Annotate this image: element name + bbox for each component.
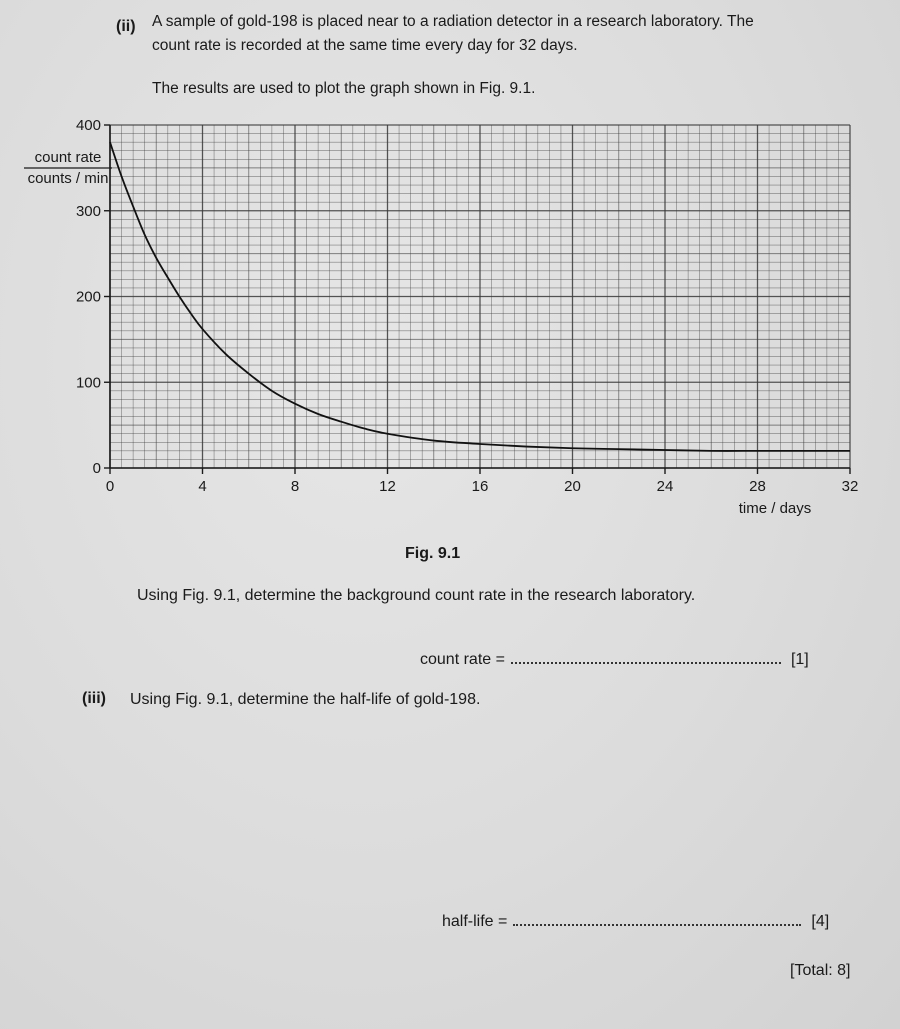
x-tick-label: 24 xyxy=(656,478,674,495)
count-rate-label: count rate = xyxy=(420,651,505,668)
y-axis-label-line2: counts / min xyxy=(27,170,109,187)
part-ii-text-line1: A sample of gold-198 is placed near to a radiation detector in a research laboratory. The xyxy=(152,13,754,30)
y-tick-label: 300 xyxy=(75,202,101,220)
x-tick-label: 4 xyxy=(198,478,207,495)
half-life-answer-line xyxy=(442,912,829,931)
figure-caption: Fig. 9.1 xyxy=(405,545,461,562)
count-rate-answer-line xyxy=(420,650,809,669)
x-tick-label: 28 xyxy=(749,478,766,495)
part-ii-text-line2: count rate is recorded at the same time every day for 32 days. xyxy=(152,37,578,54)
part-ii-label: (ii) xyxy=(116,18,136,35)
decay-graph xyxy=(0,100,900,530)
x-tick-label: 32 xyxy=(841,478,859,495)
y-tick-label: 200 xyxy=(75,288,101,306)
x-tick-label: 20 xyxy=(564,478,581,495)
chart-ticks xyxy=(76,117,858,495)
part-ii-text-line3: The results are used to plot the graph shown in Fig. 9.1. xyxy=(152,80,536,97)
count-rate-marks: [1] xyxy=(790,651,809,668)
x-tick-label: 8 xyxy=(290,478,300,495)
y-axis-label-line1: count rate xyxy=(34,149,102,166)
chart-grid xyxy=(110,125,850,468)
half-life-answer-field[interactable] xyxy=(513,912,801,926)
total-marks: [Total: 8] xyxy=(790,962,851,979)
x-tick-label: 16 xyxy=(471,478,489,495)
background-question-text: Using Fig. 9.1, determine the background count rate in the research laboratory. xyxy=(137,587,696,604)
half-life-label: half-life = xyxy=(442,913,508,930)
x-axis-label: time / days xyxy=(738,500,812,517)
half-life-marks: [4] xyxy=(811,913,830,930)
x-tick-label: 12 xyxy=(379,478,396,495)
x-tick-label: 0 xyxy=(105,478,115,495)
chart-labels xyxy=(24,149,811,517)
y-tick-label: 400 xyxy=(75,117,101,134)
count-rate-answer-field[interactable] xyxy=(511,650,781,664)
part-iii-text: Using Fig. 9.1, determine the half-life of gold-198. xyxy=(130,691,481,708)
y-tick-label: 0 xyxy=(92,460,101,477)
part-iii-label: (iii) xyxy=(82,690,106,707)
y-tick-label: 100 xyxy=(75,374,101,392)
